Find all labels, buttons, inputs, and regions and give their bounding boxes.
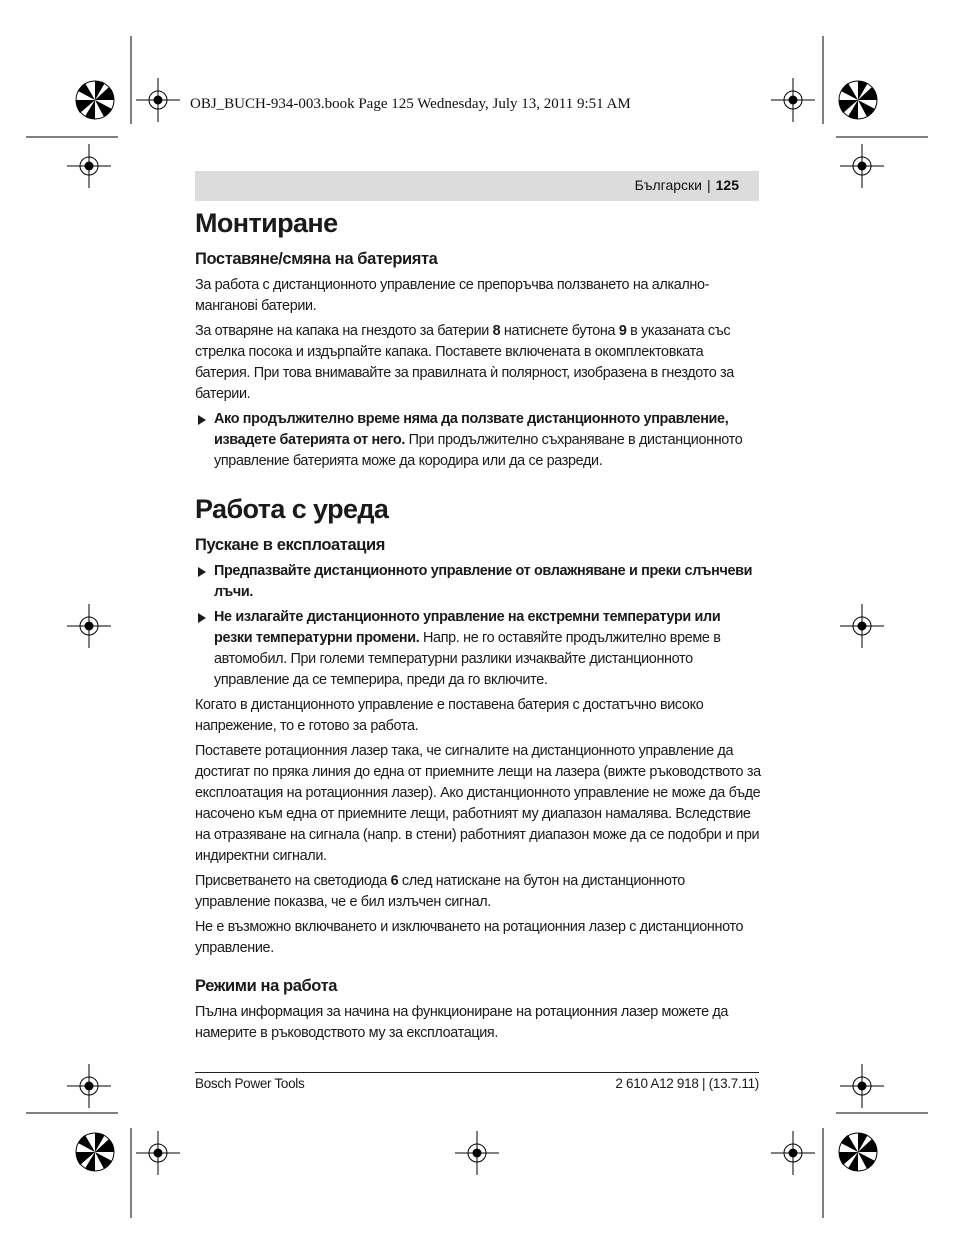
crosshair-mark bbox=[67, 604, 111, 648]
page-header bbox=[195, 171, 759, 201]
paragraph: За отваряне на капака на гнездото за батерии 8 натиснете бутона 9 в указаната със стрелка посока и издърпайте капака. Поставете включената в окомплектовката батерия. При това внимавайте за правилната ѝ полярност, изобразена в гнездото за батерии. bbox=[195, 323, 734, 402]
subsection-heading-modes: Режими на работа bbox=[195, 977, 338, 995]
crosshair-mark bbox=[67, 144, 111, 188]
footer-divider bbox=[195, 1072, 759, 1073]
starburst-mark-bottom-right bbox=[839, 1133, 877, 1171]
bullet-triangle-icon bbox=[198, 613, 206, 623]
paragraph: Присветването на светодиода 6 след натискане на бутон на дистанционното управление показва, че е бил излъчен сигнал. bbox=[195, 873, 685, 910]
crosshair-mark bbox=[136, 1131, 180, 1175]
bullet-triangle-icon bbox=[198, 567, 206, 577]
starburst-mark-top-left bbox=[76, 81, 114, 119]
warning-bullet: Предпазвайте дистанционното управление от овлажняване и преки слънчеви лъчи. bbox=[195, 561, 761, 603]
header-language: Български bbox=[634, 177, 702, 193]
footer-document-number: 2 610 A12 918 | (13.7.11) bbox=[615, 1076, 759, 1091]
paragraph: Когато в дистанционното управление е поставена батерия с достатъчно високо напрежение, то е готово за работа. bbox=[195, 697, 704, 734]
starburst-mark-top-right bbox=[839, 81, 877, 119]
print-slug: OBJ_BUCH-934-003.book Page 125 Wednesday, July 13, 2011 9:51 AM bbox=[190, 96, 631, 112]
paragraph: Пълна информация за начина на функциониране на ротационния лазер можете да намерите в ръководството му за експлоатация. bbox=[195, 1004, 729, 1041]
crosshair-mark bbox=[771, 1131, 815, 1175]
starburst-mark-bottom-left bbox=[76, 1133, 114, 1171]
crosshair-mark bbox=[840, 1064, 884, 1108]
paragraph: За работа с дистанционното управление се препоръчва ползването на алкално-мангановi батерии. bbox=[195, 277, 710, 314]
subsection-heading-battery: Поставяне/смяна на батерията bbox=[195, 250, 438, 268]
bullet-triangle-icon bbox=[198, 415, 206, 425]
section-title-operation: Работа с уреда bbox=[195, 494, 389, 524]
subsection-heading-startup: Пускане в експлоатация bbox=[195, 536, 385, 554]
paragraph: Не е възможно включването и изключването на ротационния лазер с дистанционното управление. bbox=[195, 919, 744, 956]
crosshair-mark bbox=[771, 78, 815, 122]
crosshair-mark bbox=[67, 1064, 111, 1108]
warning-bullet: Ако продължително време няма да ползвате дистанционното управление, извадете батерията от него. При продължително съхраняване в дистанционното управление батерията може да кородира или да се разреди. bbox=[195, 409, 761, 472]
crosshair-mark bbox=[840, 604, 884, 648]
paragraph: Поставете ротационния лазер така, че сигналите на дистанционното управление да достигат по пряка линия до една от приемните лещи на лазера (вижте ръководството за експлоатация на ротационния лазер). Ако дистанционното управление не може да бъде насочено към една от приемните лещи, работният му диапазон намалява. Вследствие на отразяване на сигнала (напр. в стени) работният диапазон може да се подобри и при индиректни сигнали. bbox=[195, 743, 761, 864]
crosshair-mark bbox=[136, 78, 180, 122]
warning-bullet: Не излагайте дистанционното управление на екстремни температури или резки температурни промени. Напр. не го оставяйте продължително време в автомобил. При големи температурни разлики изчаквайте дистанционното управление да се темперира, преди да го включите. bbox=[195, 607, 761, 691]
page-content bbox=[195, 204, 761, 1048]
footer-publisher: Bosch Power Tools bbox=[195, 1076, 305, 1091]
page-number: 125 bbox=[715, 177, 739, 193]
crosshair-mark bbox=[840, 144, 884, 188]
section-title-mounting: Монтиране bbox=[195, 208, 338, 238]
crosshair-mark bbox=[455, 1131, 499, 1175]
header-separator: | bbox=[707, 177, 711, 193]
